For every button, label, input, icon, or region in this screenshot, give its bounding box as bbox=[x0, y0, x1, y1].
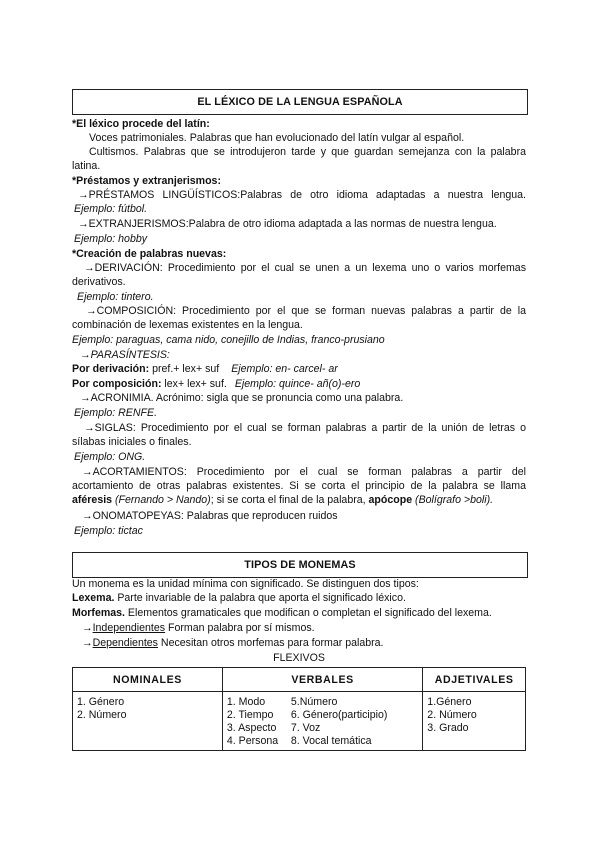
por-composicion-formula: lex+ lex+ suf. bbox=[161, 378, 227, 390]
list-item: 1. Género bbox=[77, 696, 125, 708]
lexema-label: Lexema. bbox=[72, 592, 115, 604]
derivacion-line-1: →DERIVACIÓN: Procedimiento por el cual se unen a un lexema uno o varios morfemas bbox=[84, 262, 526, 274]
list-item: 3. Aspecto bbox=[226, 722, 277, 734]
lexema-definition bbox=[72, 591, 406, 605]
flexivos-label: FLEXIVOS bbox=[273, 652, 325, 664]
siglas-example: Ejemplo: ONG. bbox=[74, 451, 146, 463]
por-derivacion-example: Ejemplo: en- carcel- ar bbox=[231, 363, 338, 375]
prestamos-definition: →PRÉSTAMOS LINGÜÍSTICOS:Palabras de otro idioma adaptadas a nuestra lengua. bbox=[78, 189, 526, 201]
section-title-text: EL LÉXICO DE LA LENGUA ESPAÑOLA bbox=[197, 96, 403, 108]
cultismos-line-1: Cultismos. Palabras que se introdujeron tarde y que guardan semejanza con la palabra bbox=[89, 146, 526, 158]
list-item: 7. Voz bbox=[290, 722, 321, 734]
section-title-monemas bbox=[72, 552, 528, 578]
header-nominales: NOMINALES bbox=[73, 668, 223, 692]
siglas-line-2: sílabas iniciales o finales. bbox=[72, 436, 192, 448]
independientes-text: Forman palabra por sí mismos. bbox=[165, 622, 315, 634]
acortamientos-line-1: →ACORTAMIENTOS: Procedimiento por el cual se forman palabras a partir del bbox=[82, 466, 526, 478]
acortamientos-line-3 bbox=[72, 493, 493, 507]
cell-verbales bbox=[222, 692, 422, 751]
onomatopeyas-definition: →ONOMATOPEYAS: Palabras que reproducen ruidos bbox=[82, 510, 338, 522]
extranjerismos-example: Ejemplo: hobby bbox=[74, 233, 148, 245]
composicion-line-1: →COMPOSICIÓN: Procedimiento por el que se forman nuevas palabras a partir de la bbox=[86, 305, 526, 317]
derivacion-line-2: derivativos. bbox=[72, 276, 126, 288]
composicion-example: Ejemplo: paraguas, cama nido, conejillo de Indias, franco-prusiano bbox=[72, 334, 385, 346]
flexivos-table bbox=[72, 667, 526, 751]
lexema-text: Parte invariable de la palabra que aporta el significado léxico. bbox=[114, 592, 406, 604]
extranjerismos-definition: →EXTRANJERISMOS:Palabra de otro idioma adaptada a las normas de nuestra lengua. bbox=[78, 218, 497, 230]
list-item: 3. Grado bbox=[427, 722, 469, 734]
morfemas-text: Elementos gramaticales que modifican o completan el significado del lexema. bbox=[124, 607, 492, 619]
cultismos-line-2: latina. bbox=[72, 160, 101, 172]
por-composicion-example: Ejemplo: quince- añ(o)-ero bbox=[234, 378, 361, 390]
derivacion-example: Ejemplo: tintero. bbox=[77, 291, 154, 303]
aferesis-example: (Fernando > Nando) bbox=[112, 494, 211, 506]
voces-patrimoniales: Voces patrimoniales. Palabras que han evolucionado del latín vulgar al español. bbox=[89, 132, 465, 144]
heading-creacion: *Creación de palabras nuevas: bbox=[72, 248, 227, 260]
morfemas-definition bbox=[72, 606, 492, 620]
list-item: 8. Vocal temática bbox=[290, 735, 372, 747]
list-item: 6. Género(participio) bbox=[290, 709, 388, 721]
acronimia-definition: →ACRONIMIA. Acrónimo: sigla que se pronuncia como una palabra. bbox=[80, 392, 404, 404]
onomatopeyas-example: Ejemplo: tictac bbox=[74, 525, 143, 537]
table-row bbox=[73, 692, 526, 751]
list-item: 4. Persona bbox=[226, 735, 279, 747]
heading-prestamos: *Préstamos y extranjerismos: bbox=[72, 175, 221, 187]
acortamientos-connector: ; si se corta el final de la palabra, bbox=[210, 494, 369, 506]
dependientes-text: Necesitan otros morfemas para formar palabra. bbox=[157, 637, 384, 649]
siglas-line-1: →SIGLAS: Procedimiento por el cual se forman palabras a partir de la unión de letras o bbox=[84, 422, 526, 434]
parasintesis-composicion bbox=[72, 377, 360, 391]
apocope-term: apócope bbox=[368, 494, 413, 506]
aferesis-term: aféresis bbox=[72, 494, 113, 506]
arrow-icon: → bbox=[82, 637, 93, 649]
por-composicion-label: Por composición: bbox=[72, 378, 162, 390]
cell-nominales bbox=[73, 692, 223, 751]
list-item: 2. Tiempo bbox=[226, 709, 274, 721]
cell-adjetivales bbox=[423, 692, 526, 751]
acortamientos-line-2: acortamiento de otras palabras existentes. Si se corta el principio de la palabra se llama bbox=[72, 480, 526, 492]
parasintesis-heading: →PARASÍNTESIS: bbox=[80, 349, 170, 361]
por-derivacion-label: Por derivación: bbox=[72, 363, 150, 375]
independientes-label: Independientes bbox=[92, 622, 166, 634]
prestamos-example: Ejemplo: fútbol. bbox=[74, 203, 148, 215]
list-item: 5.Número bbox=[290, 696, 338, 708]
composicion-line-2: combinación de lexemas existentes en la lengua. bbox=[72, 319, 303, 331]
parasintesis-derivacion bbox=[72, 362, 338, 376]
independientes-item bbox=[82, 621, 315, 635]
list-item: 2. Número bbox=[427, 709, 477, 721]
list-item: 1.Género bbox=[427, 696, 472, 708]
heading-latin: *El léxico procede del latín: bbox=[72, 118, 210, 130]
header-verbales: VERBALES bbox=[222, 668, 422, 692]
table-header-row bbox=[73, 668, 526, 692]
monema-intro: Un monema es la unidad mínima con significado. Se distinguen dos tipos: bbox=[72, 578, 419, 590]
list-item: 2. Número bbox=[77, 709, 127, 721]
apocope-example: (Bolígrafo >boli). bbox=[412, 494, 494, 506]
list-item: 1. Modo bbox=[226, 696, 266, 708]
dependientes-item bbox=[82, 636, 384, 650]
dependientes-label: Dependientes bbox=[92, 637, 158, 649]
arrow-icon: → bbox=[82, 622, 93, 634]
header-adjetivales: ADJETIVALES bbox=[423, 668, 526, 692]
acronimia-example: Ejemplo: RENFE. bbox=[74, 407, 158, 419]
morfemas-label: Morfemas. bbox=[72, 607, 125, 619]
section-title-text: TIPOS DE MONEMAS bbox=[244, 559, 356, 571]
por-derivacion-formula: pref.+ lex+ suf bbox=[149, 363, 220, 375]
section-title-lexico bbox=[72, 89, 528, 115]
